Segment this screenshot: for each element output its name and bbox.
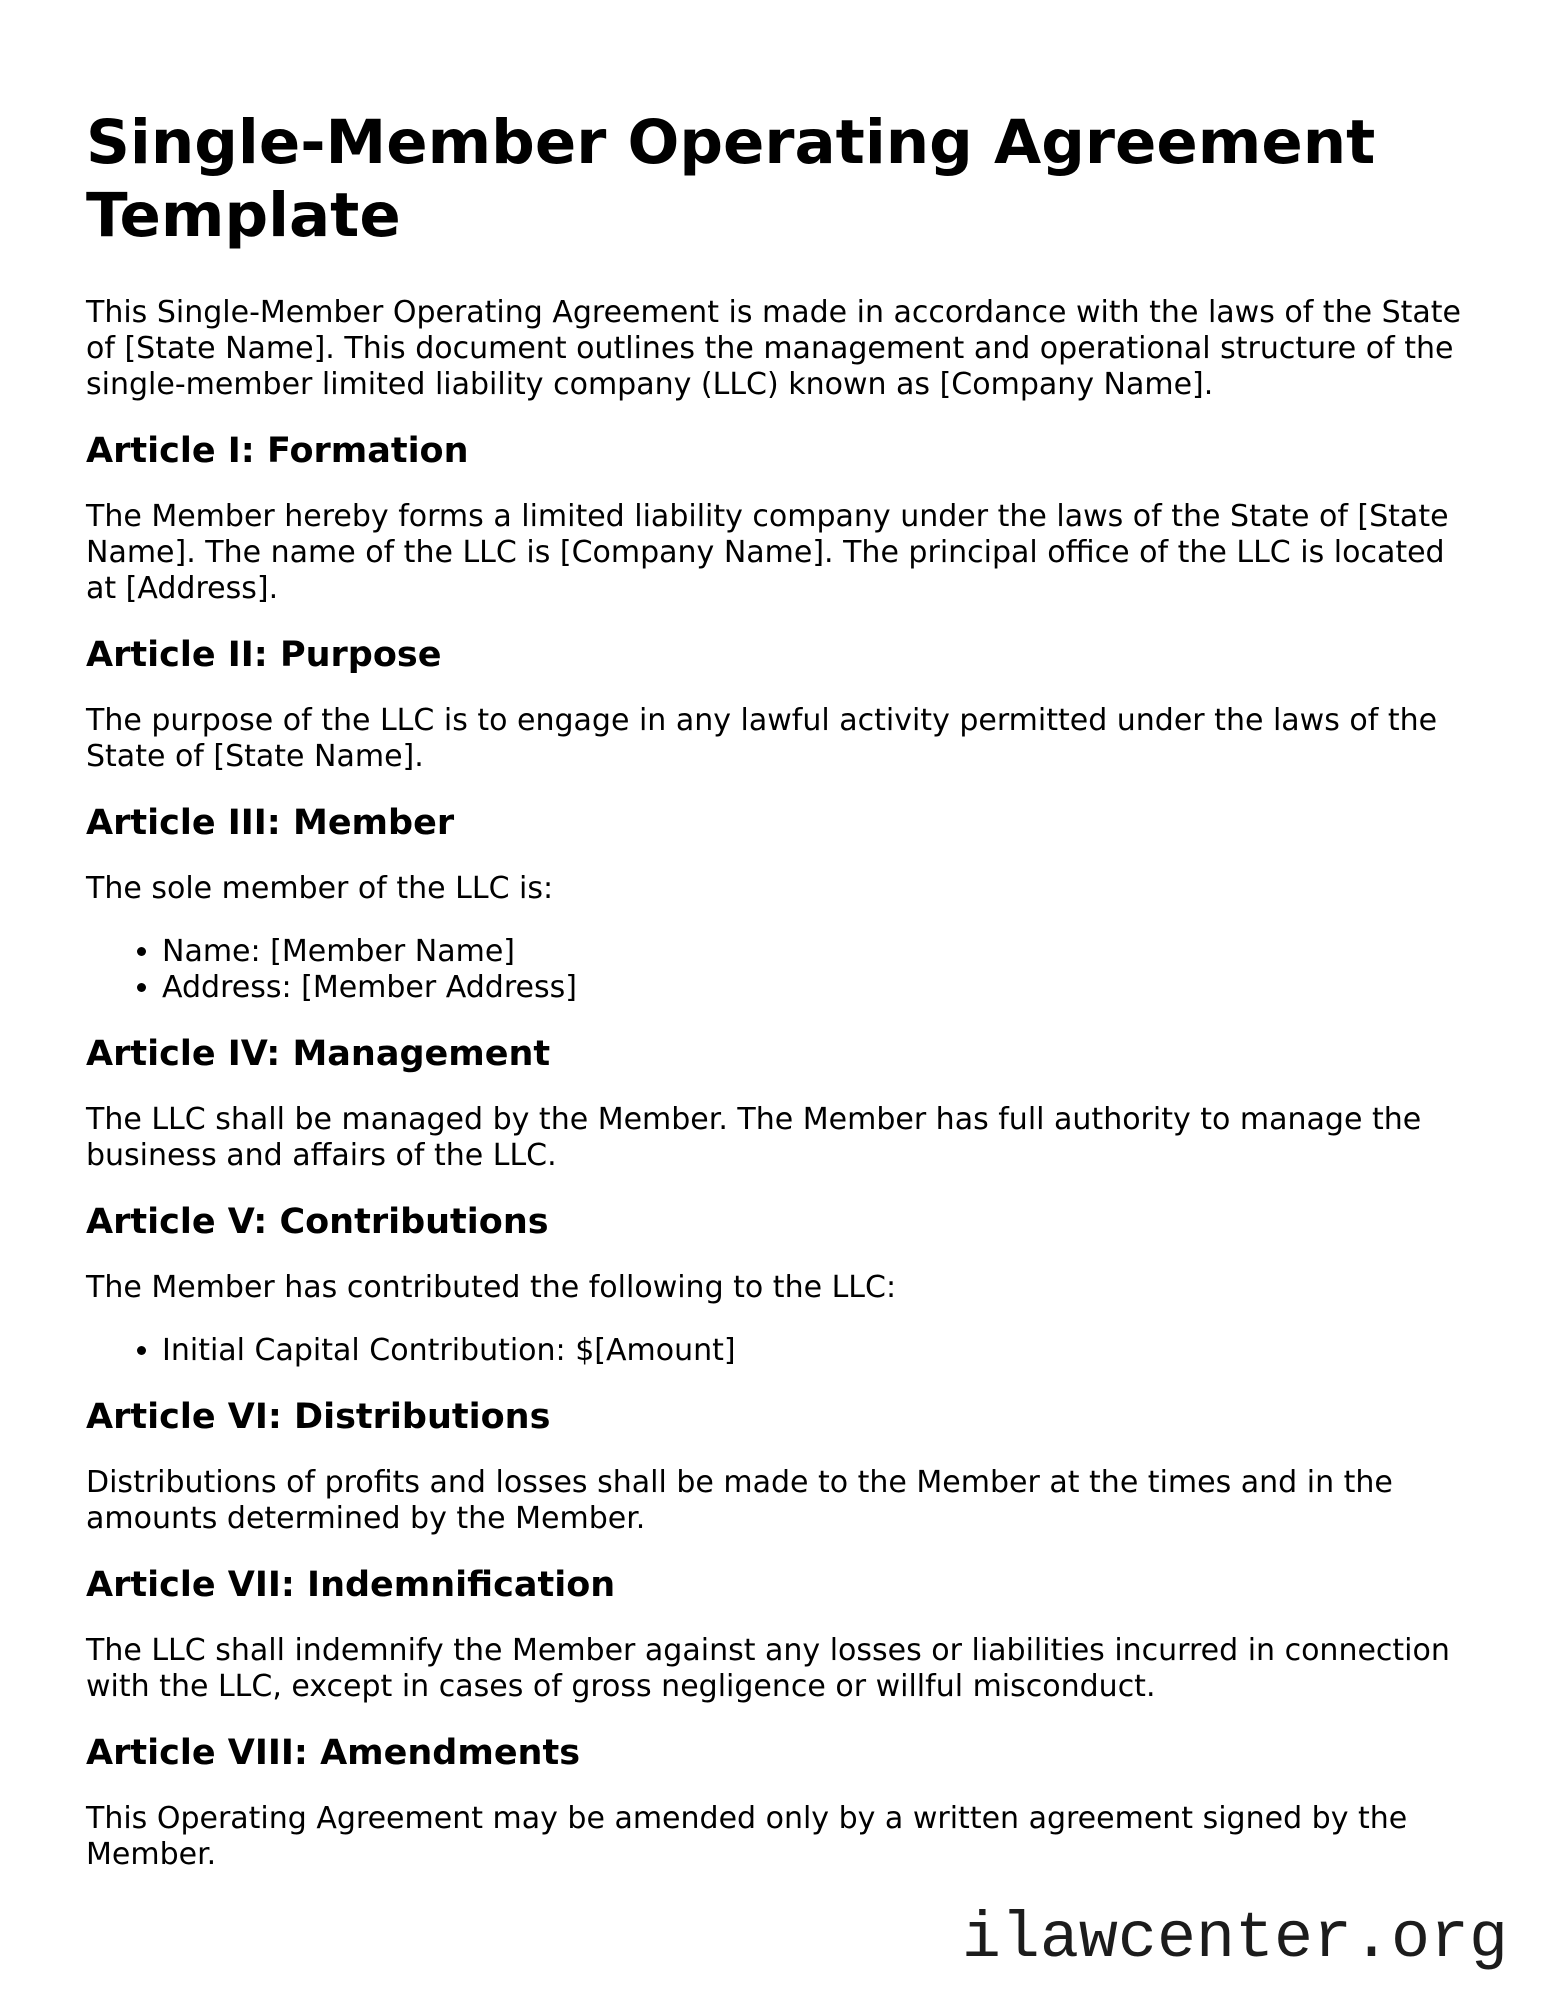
list-item: • Name: [Member Name] (162, 934, 1468, 970)
page-title: Single-Member Operating Agreement Template (86, 107, 1376, 252)
section-heading: Article VII: Indemnification (86, 1565, 616, 1606)
section-paragraph: The LLC shall be managed by the Member. The Member has full authority to manage the business and affairs of the LLC. (86, 1102, 1422, 1174)
list-item: • Initial Capital Contribution: $[Amount] (162, 1333, 1468, 1369)
section-paragraph: This Operating Agreement may be amended only by a written agreement signed by the Member. (86, 1801, 1408, 1873)
section-heading: Article IV: Management (86, 1034, 551, 1075)
section-heading: Article III: Member (86, 803, 455, 844)
section-article-4 (86, 1033, 1468, 1174)
section-heading: Article V: Contributions (86, 1202, 549, 1243)
section-heading: Article II: Purpose (86, 635, 442, 676)
agreement-document (86, 106, 1508, 1978)
section-article-8 (86, 1732, 1468, 1873)
contribution-list (86, 1333, 1468, 1369)
section-heading: Article VI: Distributions (86, 1397, 551, 1438)
section-article-3 (86, 802, 1468, 1006)
list-item: • Address: [Member Address] (162, 970, 1468, 1006)
section-article-6 (86, 1396, 1468, 1537)
section-paragraph: The purpose of the LLC is to engage in any lawful activity permitted under the laws of the State of [State Name]. (86, 703, 1438, 775)
section-article-2 (86, 634, 1468, 775)
section-paragraph: The LLC shall indemnify the Member against any losses or liabilities incurred in connection with the LLC, except in cases of gross negligence or willful misconduct. (86, 1633, 1450, 1705)
section-paragraph: Distributions of profits and losses shall be made to the Member at the times and in the amounts determined by the Member. (86, 1465, 1393, 1537)
section-paragraph: The sole member of the LLC is: (86, 871, 554, 907)
section-article-5 (86, 1201, 1468, 1369)
section-heading: Article VIII: Amendments (86, 1733, 581, 1774)
section-paragraph: The Member has contributed the following to the LLC: (86, 1270, 897, 1306)
member-details-list (86, 934, 1468, 1006)
section-heading: Article I: Formation (86, 431, 469, 472)
intro-paragraph: This Single-Member Operating Agreement is made in accordance with the laws of the State of [State Name]. This document outlines the management and operational structure of the single-member limited liability company (LLC) known as [Company Name]. (86, 295, 1461, 403)
watermark-text: ilawcenter.org (961, 1902, 1508, 1977)
section-article-1 (86, 430, 1468, 607)
section-article-7 (86, 1564, 1468, 1705)
section-paragraph: The Member hereby forms a limited liability company under the laws of the State of [State Name]. The name of the LLC is [Company Name]. The principal office of the LLC is located at [Address]. (86, 499, 1449, 607)
